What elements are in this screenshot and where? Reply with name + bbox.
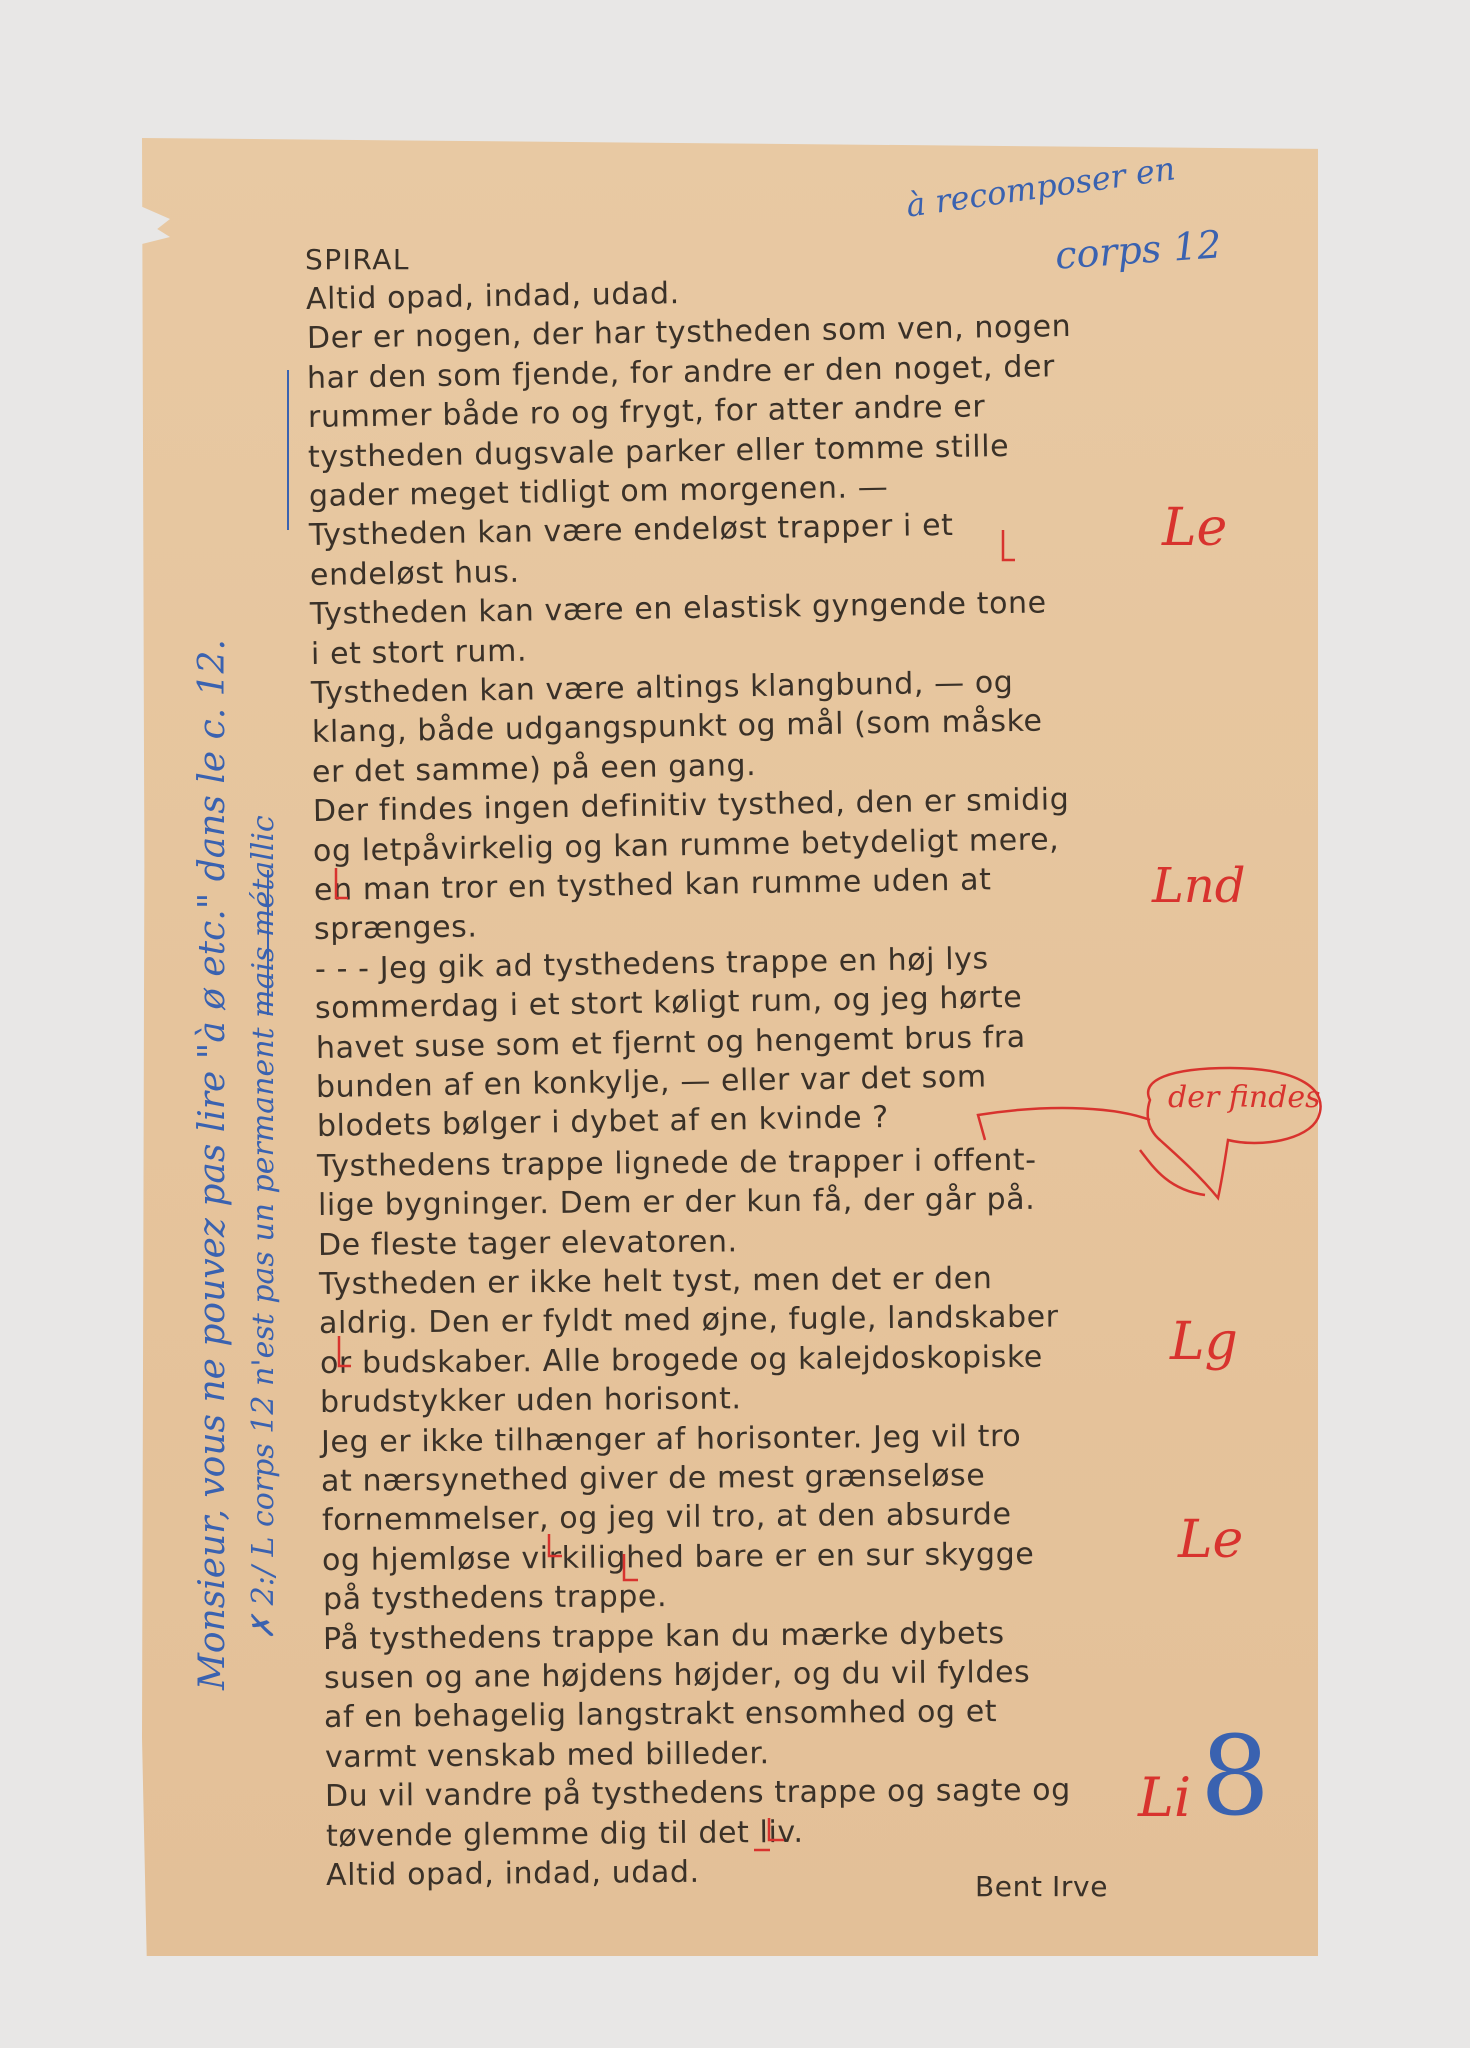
margin-note-der-findes: der findes xyxy=(1168,1080,1321,1115)
text-line: brudstykker uden horisont. xyxy=(319,1381,742,1421)
text-line: Tystheden er ikke helt tyst, men det er den xyxy=(318,1261,993,1302)
text-line: susen og ane højdens højder, og du vil fyldes xyxy=(323,1654,1031,1696)
text-line: Tysthedens trappe lignede de trapper i offent- xyxy=(316,1142,1037,1184)
text-line: Der findes ingen definitiv tysthed, den er smidig xyxy=(312,782,1070,830)
text-line: Tystheden kan være endeløst trapper i et xyxy=(308,508,954,554)
text-line: or budskaber. Alle brogede og kalejdoskopiske xyxy=(319,1339,1044,1381)
text-line: en man tror en tysthed kan rumme uden at xyxy=(313,862,992,908)
text-line: Altid opad, indad, udad. xyxy=(325,1854,700,1893)
text-line: De fleste tager elevatoren. xyxy=(317,1223,738,1263)
text-line: Tystheden kan være en elastisk gyngende tone xyxy=(309,585,1047,633)
text-line: på tysthedens trappe. xyxy=(322,1579,668,1618)
text-line: På tysthedens trappe kan du mærke dybets xyxy=(322,1615,1005,1657)
text-line: rummer både ro og frygt, for atter andre er xyxy=(307,389,986,436)
top-right-note-line2: corps 12 xyxy=(1053,222,1223,278)
text-line: havet suse som et fjernt og hengemt brus fra xyxy=(315,1019,1027,1066)
text-line: Du vil vandre på tysthedens trappe og sagte og xyxy=(324,1772,1071,1815)
top-right-note-line1: à recomposer en xyxy=(903,149,1178,225)
text-line: tøvende glemme dig til det liv. xyxy=(325,1814,804,1854)
text-line: varmt venskab med billeder. xyxy=(324,1735,770,1775)
signature: Bent Irve xyxy=(975,1870,1109,1903)
page-number: 8 xyxy=(1200,1712,1270,1840)
text-line: har den som fjende, for andre er den noget, der xyxy=(306,349,1056,396)
text-line: Tystheden kan være altings klangbund, — og xyxy=(310,664,1014,711)
text-line: - - - Jeg gik ad tysthedens trappe en høj lys xyxy=(314,941,990,987)
text-line: bunden af en konkylje, — eller var det som xyxy=(315,1059,987,1105)
text-line: Altid opad, indad, udad. xyxy=(305,276,680,317)
text-line: fornemmelser, og jeg vil tro, at den absurde xyxy=(321,1497,1012,1539)
margin-mark-5: Li xyxy=(1138,1766,1192,1829)
margin-mark-1: Le xyxy=(1162,498,1228,558)
text-line: klang, både udgangspunkt og mål (som måske xyxy=(311,703,1043,751)
text-line: er det samme) på een gang. xyxy=(311,747,757,790)
text-line: at nærsynethed giver de mest grænseløse xyxy=(320,1458,986,1499)
text-line: og letpåvirkelig og kan rumme betydeligt mere, xyxy=(312,821,1060,869)
text-line: Jeg er ikke tilhænger af horisonter. Jeg vil tro xyxy=(320,1418,1022,1460)
left-margin-note-1: Monsieur, vous ne pouvez pas lire "à ø etc." dans le c. 12. xyxy=(192,639,233,1690)
left-margin-note-2: ✗ 2:/ L corps 12 n'est pas un permanent mais métallic xyxy=(246,815,281,1640)
text-line: lige bygninger. Dem er der kun få, der går på. xyxy=(317,1181,1036,1224)
text-line: og hjemløse virkilighed bare er en sur skygge xyxy=(321,1536,1035,1578)
text-line: gader meget tidligt om morgenen. — xyxy=(308,469,889,514)
margin-mark-3: Lg xyxy=(1170,1312,1238,1372)
text-line: tystheden dugsvale parker eller tomme stille xyxy=(307,428,1010,475)
text-line: blodets bølger i dybet af en kvinde ? xyxy=(316,1100,890,1145)
text-line: sommerdag i et stort køligt rum, og jeg hørte xyxy=(314,980,1023,1027)
text-line: Der er nogen, der har tystheden som ven, nogen xyxy=(306,309,1072,357)
document-title: SPIRAL xyxy=(305,243,410,276)
text-line: endeløst hus. xyxy=(309,554,520,593)
text-line: sprænges. xyxy=(313,909,478,948)
text-line: af en behagelig langstrakt ensomhed og et xyxy=(323,1694,998,1736)
text-line: i et stort rum. xyxy=(310,633,528,672)
text-line: aldrig. Den er fyldt med øjne, fugle, landskaber xyxy=(318,1299,1059,1342)
margin-mark-4: Le xyxy=(1178,1510,1244,1570)
margin-mark-2: Lnd xyxy=(1152,858,1246,914)
